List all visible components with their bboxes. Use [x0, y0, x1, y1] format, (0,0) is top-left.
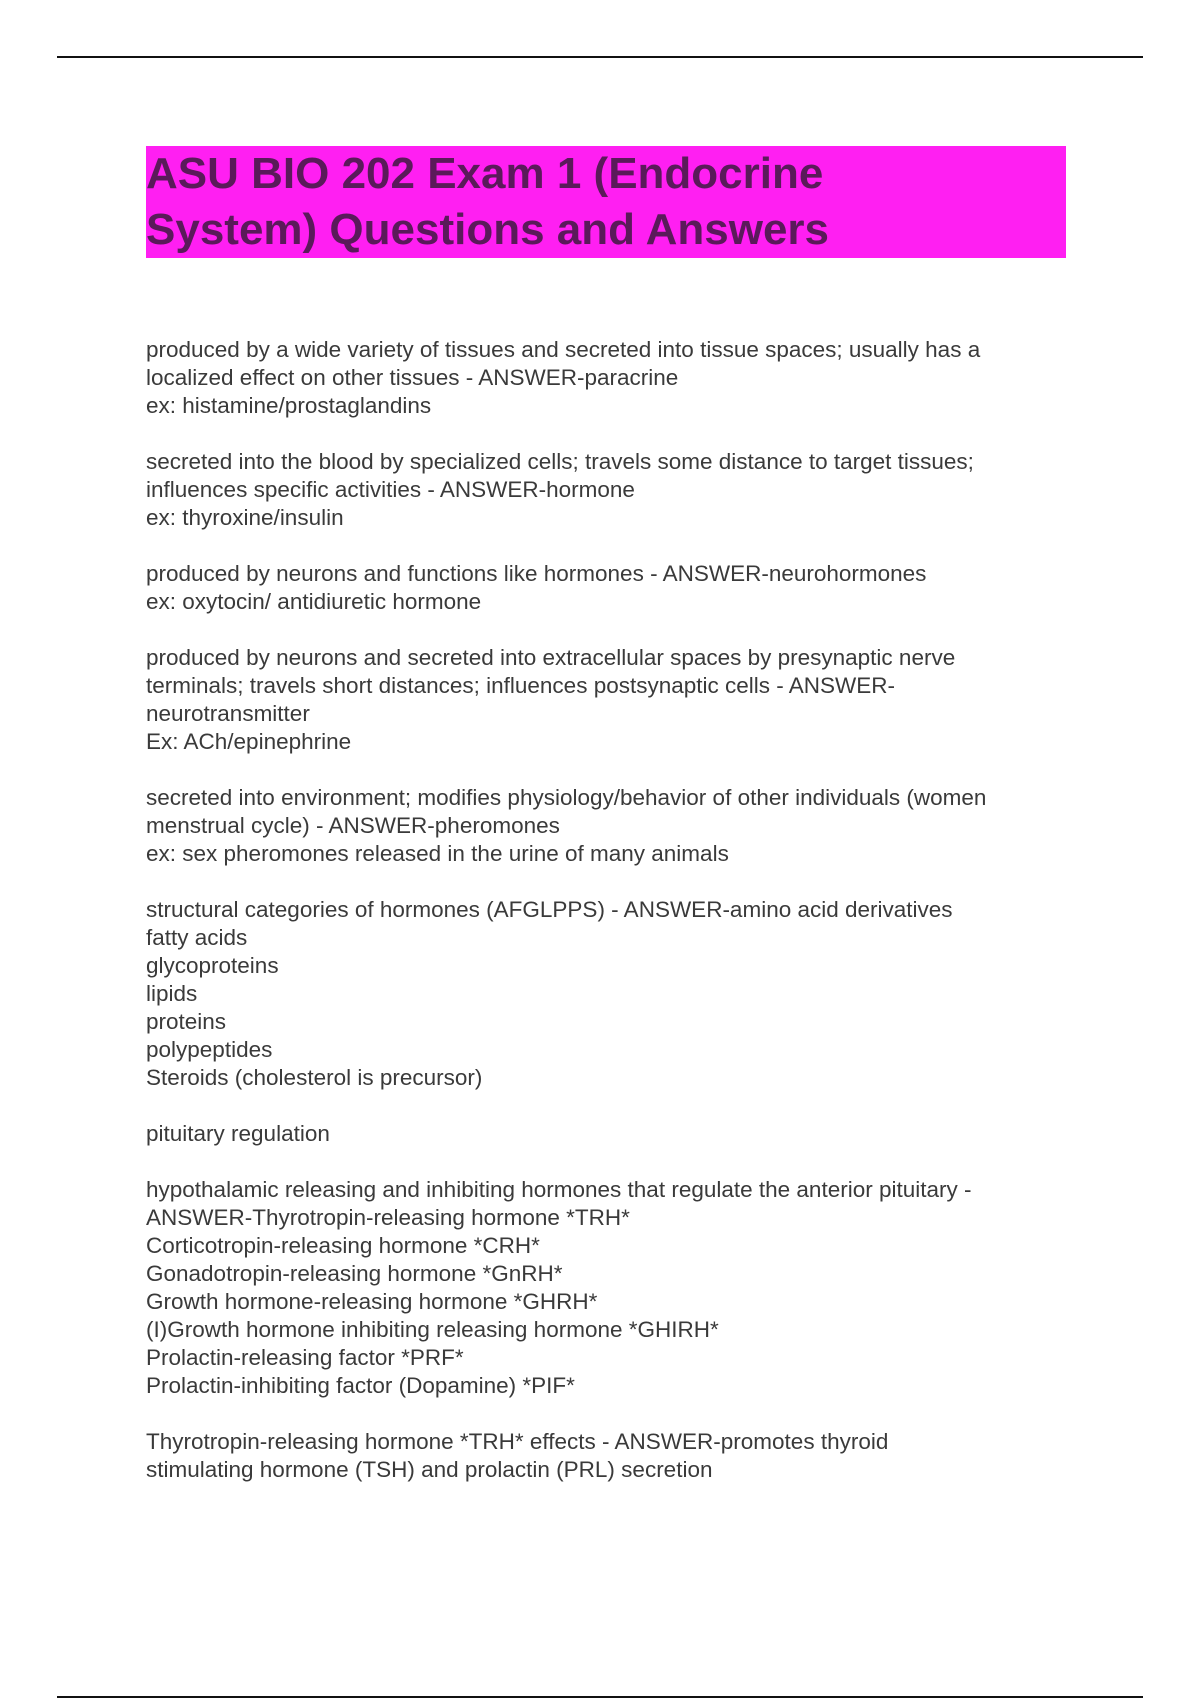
qa-item-trh-effects: Thyrotropin-releasing hormone *TRH* effects - ANSWER-promotes thyroid stimulating hormone (TSH) and prolactin (PRL) secretion: [146, 1429, 889, 1482]
page-title: [146, 146, 1066, 258]
qa-item-paracrine: produced by a wide variety of tissues and secreted into tissue spaces; usually has a localized effect on other tissues - ANSWER-paracrine ex: histamine/prostaglandins: [146, 337, 981, 418]
title-line-1: ASU BIO 202 Exam 1 (Endocrine: [146, 149, 824, 198]
bottom-rule: [57, 1696, 1143, 1698]
qa-item-hypothalamic-hormones: hypothalamic releasing and inhibiting hormones that regulate the anterior pituitary - ANSWER-Thyrotropin-releasing hormone *TRH* Corticotropin-releasing hormone *CRH* Gonadotropin-releasing hormone *GnRH* Growth hormone-releasing hormone *GHRH* (I)Growth hormone inhibiting releasing hormone *GHIRH* Prolactin-releasing factor *PRF* Prolactin-inhibiting factor (Dopamine) *PIF*: [146, 1177, 972, 1398]
qa-item-structural-categories: structural categories of hormones (AFGLPPS) - ANSWER-amino acid derivatives fatty acids glycoproteins lipids proteins polypeptides Steroids (cholesterol is precursor): [146, 897, 953, 1090]
top-rule: [57, 56, 1143, 58]
qa-item-neurotransmitter: produced by neurons and secreted into extracellular spaces by presynaptic nerve terminals; travels short distances; influences postsynaptic cells - ANSWER- neurotransmitter Ex: ACh/epinephrine: [146, 645, 956, 754]
title-line-2: System) Questions and Answers: [146, 205, 830, 254]
qa-list: [146, 336, 1066, 1484]
document-body: [146, 146, 1066, 1512]
qa-item-neurohormones: produced by neurons and functions like hormones - ANSWER-neurohormones ex: oxytocin/ antidiuretic hormone: [146, 561, 927, 614]
qa-item-pheromones: secreted into environment; modifies physiology/behavior of other individuals (women menstrual cycle) - ANSWER-pheromones ex: sex pheromones released in the urine of many animals: [146, 785, 987, 866]
qa-item-hormone: secreted into the blood by specialized cells; travels some distance to target tissues; influences specific activities - ANSWER-hormone ex: thyroxine/insulin: [146, 449, 974, 530]
qa-item-pituitary-regulation: pituitary regulation: [146, 1121, 330, 1146]
